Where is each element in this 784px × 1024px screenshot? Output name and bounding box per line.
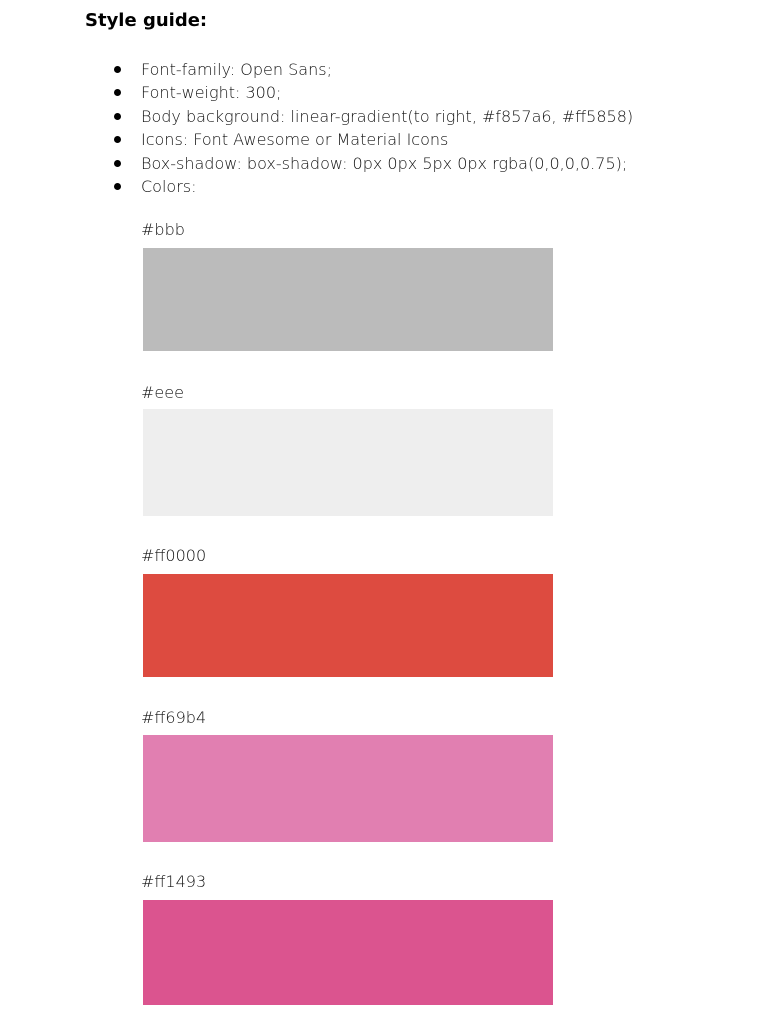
color-swatch: [143, 248, 553, 351]
bullet-icon: [114, 183, 121, 190]
color-swatch-group: [141, 708, 553, 728]
color-swatch: [143, 900, 553, 1005]
bullet-icon: [114, 160, 121, 167]
bullet-icon: [114, 113, 121, 120]
color-swatch-group: [141, 872, 553, 892]
bullet-icon: [114, 89, 121, 96]
list-item-text: Icons: Font Awesome or Material Icons: [141, 130, 449, 150]
color-swatch-group: [141, 220, 553, 240]
list-item-text: Box-shadow: box-shadow: 0px 0px 5px 0px rgba(0,0,0,0.75);: [141, 153, 628, 173]
list-item-text: Body background: linear-gradient(to right, #f857a6, #ff5858): [141, 106, 634, 126]
swatch-label: #bbb: [141, 220, 185, 239]
color-swatch: [143, 409, 553, 516]
list-item-text: Font-family: Open Sans;: [141, 60, 332, 79]
swatch-label: #eee: [141, 383, 184, 402]
list-item-text: Colors:: [141, 176, 197, 196]
bullet-icon: [114, 136, 121, 143]
color-swatch-group: [141, 383, 553, 403]
swatch-label: #ff69b4: [141, 708, 207, 727]
page-title: Style guide:: [85, 10, 208, 31]
list-item-text: Font-weight: 300;: [141, 83, 282, 103]
swatch-label: #ff0000: [141, 546, 207, 565]
swatch-label: #ff1493: [141, 872, 207, 891]
color-swatch-group: [141, 546, 553, 566]
color-swatch: [143, 574, 553, 677]
color-swatch: [143, 735, 553, 842]
bullet-icon: [114, 66, 121, 73]
